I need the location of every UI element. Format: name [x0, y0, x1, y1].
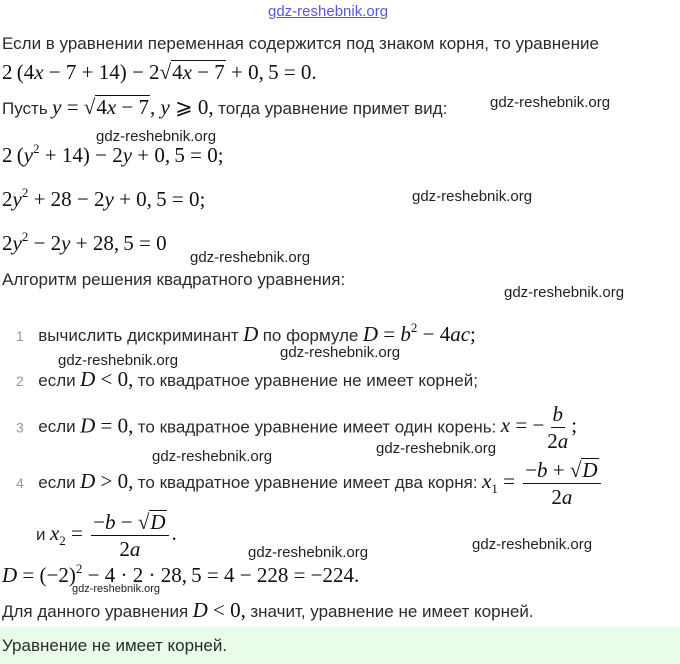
watermark-top[interactable]: gdz-reshebnik.org: [268, 3, 389, 20]
watermark-mark: gdz-reshebnik.org: [152, 448, 273, 465]
algorithm-step-4: 4 если D > 0, то квадратное уравнение имеет два корня: $x_1$ = $\frac{-b + √D}{2a}$: [16, 458, 604, 508]
discriminant-calc: $D = (-2)^2 - 4 \cdot 2 \cdot 28$, 5 = 4 − 228 = −224.: [2, 561, 360, 587]
watermark-mark: gdz-reshebnik.org: [280, 344, 401, 361]
watermark-mark: gdz-reshebnik.org: [490, 94, 611, 111]
watermark-mark: gdz-reshebnik.org: [58, 352, 179, 369]
equation-original: 2 (4x − 7 + 14) − 2√4x − 7 + 0, 5 = 0.: [2, 60, 317, 84]
watermark-mark: gdz-reshebnik.org: [504, 284, 625, 301]
watermark-mark: gdz-reshebnik.org: [96, 128, 217, 145]
substitution-prefix: Пусть: [2, 99, 48, 118]
algorithm-step-1: 1 вычислить дискриминант D по формуле $D = b^2 - 4ac$;: [16, 320, 476, 346]
watermark-mark: gdz-reshebnik.org: [472, 536, 593, 553]
conclusion-line: Для данного уравнения D < 0, значит, уравнение не имеет корней.: [2, 598, 534, 622]
watermark-mark: gdz-reshebnik.org: [376, 440, 497, 457]
substitution-line: [2, 95, 447, 120]
algorithm-step-4-cont: и $x_2$ = $\frac{-b - √D}{2a}$ .: [36, 510, 177, 562]
algorithm-step-3: 3 если D = 0, то квадратное уравнение имеет один корень: x = − $\frac{b}{2a}$ ;: [16, 402, 578, 454]
step-number: 1: [16, 328, 24, 344]
answer-text: Уравнение не имеет корней.: [2, 636, 228, 655]
equation-expanded: $2y^2 + 28 - 2y + 0$, 5 = 0;: [2, 185, 206, 211]
intro-text: Если в уравнении переменная содержится под знаком корня, то уравнение: [2, 34, 599, 53]
watermark-mark: gdz-reshebnik.org: [248, 544, 369, 561]
algorithm-step-2: 2 если D < 0, то квадратное уравнение не имеет корней;: [16, 367, 478, 391]
substitution-formula: y = √4x − 7, y ⩾ 0,: [52, 95, 214, 119]
watermark-mark: gdz-reshebnik.org: [412, 188, 533, 205]
equation-simplified: $2y^2 - 2y + 28$, 5 = 0: [2, 229, 167, 255]
watermark-mark: gdz-reshebnik.org: [190, 249, 311, 266]
answer-box: [0, 627, 680, 664]
algorithm-title: Алгоритм решения квадратного уравнения:: [2, 270, 346, 289]
watermark-mark: gdz-reshebnik.org: [72, 583, 161, 595]
substitution-suffix: тогда уравнение примет вид:: [218, 99, 448, 118]
equation-substituted: 2 $(y^2 + 14) - 2y + 0$, 5 = 0;: [2, 141, 224, 167]
